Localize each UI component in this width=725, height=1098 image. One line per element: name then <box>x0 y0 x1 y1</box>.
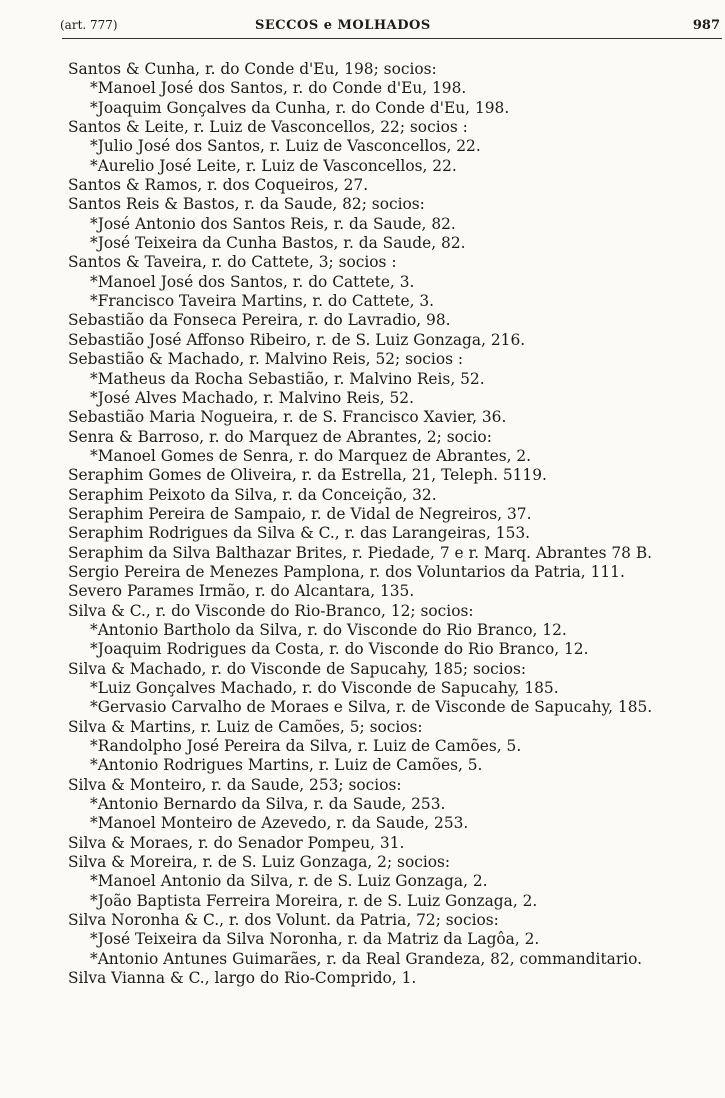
partner-entry: *Manoel José dos Santos, r. do Cattete, 3. <box>90 272 415 291</box>
partner-entry: *Manoel Antonio da Silva, r. de S. Luiz Gonzaga, 2. <box>90 872 488 891</box>
partner-entry: *Manoel José dos Santos, r. do Conde d'Eu, 198. <box>90 79 467 98</box>
directory-entry: Sebastião & Machado, r. Malvino Reis, 52; socios : <box>68 350 464 369</box>
header-divider <box>62 38 722 39</box>
directory-entry: Sergio Pereira de Menezes Pamplona, r. dos Voluntarios da Patria, 111. <box>68 562 625 581</box>
partner-entry: *Antonio Rodrigues Martins, r. Luiz de Camões, 5. <box>90 756 483 775</box>
directory-entry: Seraphim Rodrigues da Silva & C., r. das Larangeiras, 153. <box>68 524 531 543</box>
directory-entry: Seraphim da Silva Balthazar Brites, r. Piedade, 7 e r. Marq. Abrantes 78 B. <box>68 543 653 562</box>
directory-entry: Seraphim Peixoto da Silva, r. da Conceição, 32. <box>68 485 437 504</box>
directory-entry: Silva & C., r. do Visconde do Rio-Branco, 12; socios: <box>68 601 474 620</box>
directory-entry: Seraphim Gomes de Oliveira, r. da Estrella, 21, Teleph. 5119. <box>68 466 547 485</box>
partner-entry: *Gervasio Carvalho de Moraes e Silva, r. de Visconde de Sapucahy, 185. <box>90 698 653 717</box>
directory-entry: Santos Reis & Bastos, r. da Saude, 82; socios: <box>68 195 425 214</box>
page-header <box>60 18 720 40</box>
directory-listing <box>68 60 720 989</box>
directory-entry: Sebastião da Fonseca Pereira, r. do Lavradio, 98. <box>68 311 451 330</box>
directory-entry: Silva & Monteiro, r. da Saude, 253; socios: <box>68 775 402 794</box>
directory-entry: Santos & Leite, r. Luiz de Vasconcellos, 22; socios : <box>68 118 468 137</box>
partner-entry: *José Teixeira da Cunha Bastos, r. da Saude, 82. <box>90 234 466 253</box>
partner-entry: *Francisco Taveira Martins, r. do Cattete, 3. <box>90 292 435 311</box>
directory-entry: Seraphim Pereira de Sampaio, r. de Vidal de Negreiros, 37. <box>68 504 532 523</box>
directory-entry: Severo Parames Irmão, r. do Alcantara, 135. <box>68 582 415 601</box>
directory-entry: Senra & Barroso, r. do Marquez de Abrantes, 2; socio: <box>68 427 492 446</box>
partner-entry: *Manoel Monteiro de Azevedo, r. da Saude, 253. <box>90 814 469 833</box>
partner-entry: *Julio José dos Santos, r. Luiz de Vasconcellos, 22. <box>90 137 481 156</box>
partner-entry: *Randolpho José Pereira da Silva, r. Luiz de Camões, 5. <box>90 737 522 756</box>
partner-entry: *Antonio Antunes Guimarães, r. da Real Grandeza, 82, commanditario. <box>90 949 642 968</box>
directory-entry: Santos & Ramos, r. dos Coqueiros, 27. <box>68 176 369 195</box>
partner-entry: *José Antonio dos Santos Reis, r. da Saude, 82. <box>90 214 456 233</box>
partner-entry: *Manoel Gomes de Senra, r. do Marquez de Abrantes, 2. <box>90 446 532 465</box>
page-number: 987 <box>692 18 720 33</box>
directory-entry: Santos & Cunha, r. do Conde d'Eu, 198; socios: <box>68 60 437 78</box>
partner-entry: *João Baptista Ferreira Moreira, r. de S. Luiz Gonzaga, 2. <box>90 891 538 910</box>
partner-entry: *Joaquim Gonçalves da Cunha, r. do Conde d'Eu, 198. <box>90 98 510 117</box>
partner-entry: *José Alves Machado, r. Malvino Reis, 52. <box>90 388 414 407</box>
section-title: SECCOS e MOLHADOS <box>255 18 431 33</box>
article-reference: (art. 777) <box>60 18 118 32</box>
partner-entry: *Luiz Gonçalves Machado, r. do Visconde de Sapucahy, 185. <box>90 679 559 697</box>
directory-entry: Sebastião Maria Nogueira, r. de S. Francisco Xavier, 36. <box>68 408 507 427</box>
partner-entry: *Aurelio José Leite, r. Luiz de Vasconcellos, 22. <box>90 156 457 175</box>
partner-entry: *Antonio Bernardo da Silva, r. da Saude, 253. <box>90 795 446 814</box>
partner-entry: *Matheus da Rocha Sebastião, r. Malvino Reis, 52. <box>90 369 485 388</box>
partner-entry: *José Teixeira da Silva Noronha, r. da Matriz da Lagôa, 2. <box>90 930 540 949</box>
directory-entry: Silva Noronha & C., r. dos Volunt. da Patria, 72; socios: <box>68 911 499 930</box>
partner-entry: *Antonio Bartholo da Silva, r. do Visconde do Rio Branco, 12. <box>90 620 567 639</box>
directory-entry: Sebastião José Affonso Ribeiro, r. de S. Luiz Gonzaga, 216. <box>68 330 526 349</box>
directory-entry: Silva & Moreira, r. de S. Luiz Gonzaga, 2; socios: <box>68 853 451 872</box>
directory-entry: Santos & Taveira, r. do Cattete, 3; socios : <box>68 253 397 272</box>
directory-entry: Silva & Martins, r. Luiz de Camões, 5; socios: <box>68 717 423 736</box>
partner-entry: *Joaquim Rodrigues da Costa, r. do Visconde do Rio Branco, 12. <box>90 640 589 659</box>
directory-entry: Silva & Machado, r. do Visconde de Sapucahy, 185; socios: <box>68 659 527 678</box>
directory-entry: Silva Vianna & C., largo do Rio-Comprido, 1. <box>68 969 417 988</box>
directory-entry: Silva & Moraes, r. do Senador Pompeu, 31. <box>68 833 405 852</box>
